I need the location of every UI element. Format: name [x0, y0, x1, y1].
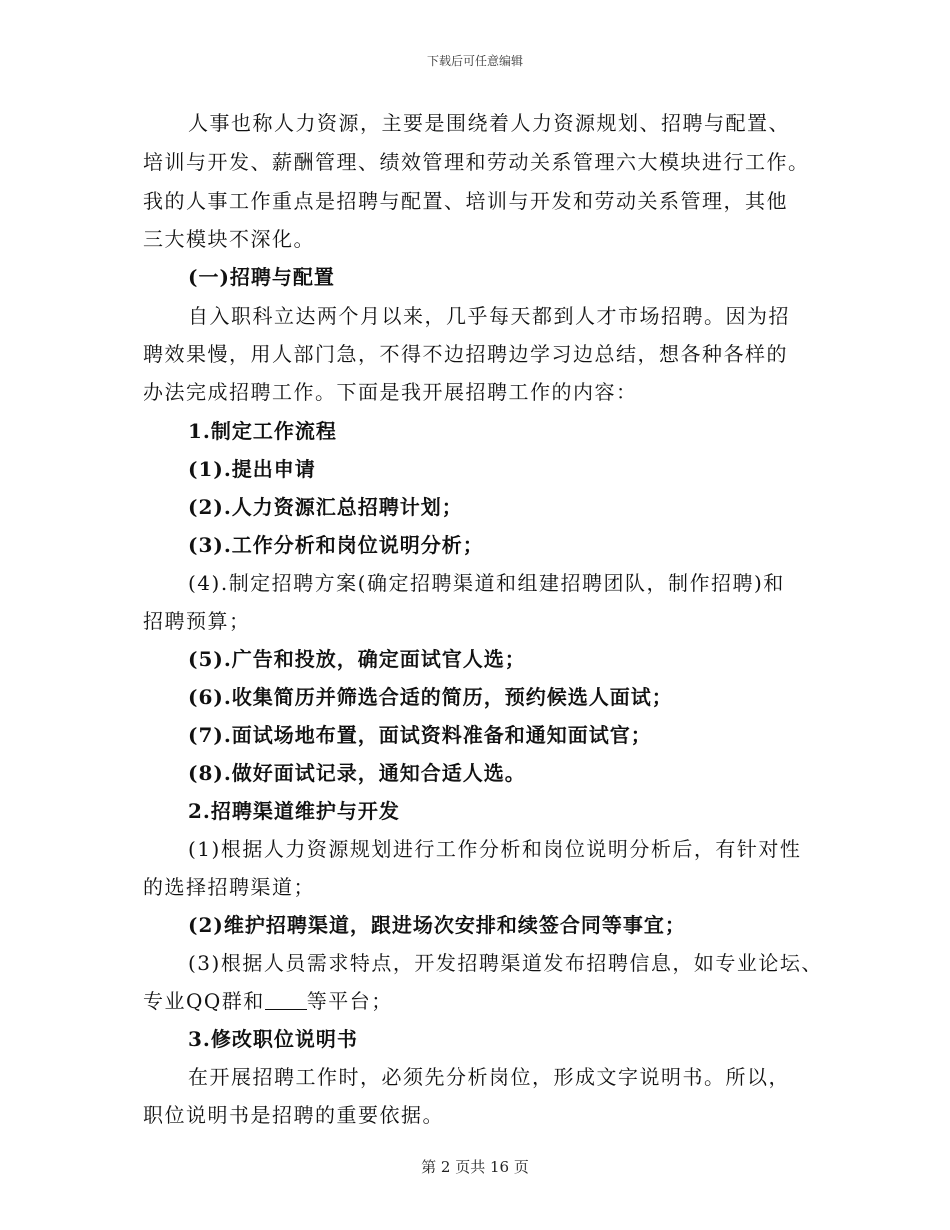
list-item: (6).收集简历并筛选合适的简历，预约候选人面试； [188, 685, 673, 709]
list-item-continuation [143, 986, 393, 1016]
list-item: (7).面试场地布置，面试资料准备和通知面试官； [188, 723, 652, 747]
page-footer: 第 2 页共 16 页 [421, 1158, 529, 1176]
paragraph-line: 职位说明书是招聘的重要依据。 [143, 1103, 444, 1127]
paragraph-line: 在开展招聘工作时，必须先分析岗位，形成文字说明书。所以， [188, 1065, 790, 1089]
paragraph-line: 自入职科立达两个月以来，几乎每天都到人才市场招聘。因为招 [188, 304, 790, 328]
list-item-continuation: 招聘预算； [143, 609, 251, 633]
paragraph-line: 培训与开发、薪酬管理、绩效管理和劳动关系管理六大模块进行工作。 [143, 150, 810, 174]
text-segment: 等平台； [306, 989, 393, 1013]
list-item: (4).制定招聘方案(确定招聘渠道和组建招聘团队，制作招聘)和 [188, 571, 785, 595]
subsection-heading: 3.修改职位说明书 [188, 1027, 358, 1051]
paragraph-line: 聘效果慢，用人部门急，不得不边招聘边学习边总结，想各种各样的 [143, 342, 788, 366]
list-item: (5).广告和投放，确定面试官人选； [188, 647, 526, 671]
section-heading: (一)招聘与配置 [188, 265, 335, 289]
list-item: (8).做好面试记录，通知合适人选。 [188, 761, 526, 785]
list-item-continuation: 的选择招聘渠道； [143, 875, 315, 899]
page-header: 下载后可任意编辑 [426, 54, 523, 68]
text-segment: 专业QQ群和 [143, 989, 265, 1013]
paragraph-line: 人事也称人力资源，主要是围绕着人力资源规划、招聘与配置、 [188, 111, 790, 135]
list-item: (3)根据人员需求特点，开发招聘渠道发布招聘信息，如专业论坛、 [188, 951, 823, 975]
list-item: (1).提出申请 [188, 457, 316, 481]
list-item: (2).人力资源汇总招聘计划； [188, 495, 463, 519]
subsection-heading: 2.招聘渠道维护与开发 [188, 799, 400, 823]
list-item: (1)根据人力资源规划进行工作分析和岗位说明分析后，有针对性 [188, 837, 802, 861]
fill-in-blank [265, 989, 307, 1010]
paragraph-line: 办法完成招聘工作。下面是我开展招聘工作的内容： [143, 380, 638, 404]
list-item: (3).工作分析和岗位说明分析； [188, 533, 484, 557]
list-item: (2)维护招聘渠道，跟进场次安排和续签合同等事宜； [188, 913, 686, 937]
paragraph-line: 三大模块不深化。 [143, 227, 315, 251]
subsection-heading: 1.制定工作流程 [188, 419, 337, 443]
paragraph-line: 我的人事工作重点是招聘与配置、培训与开发和劳动关系管理，其他 [143, 189, 788, 213]
